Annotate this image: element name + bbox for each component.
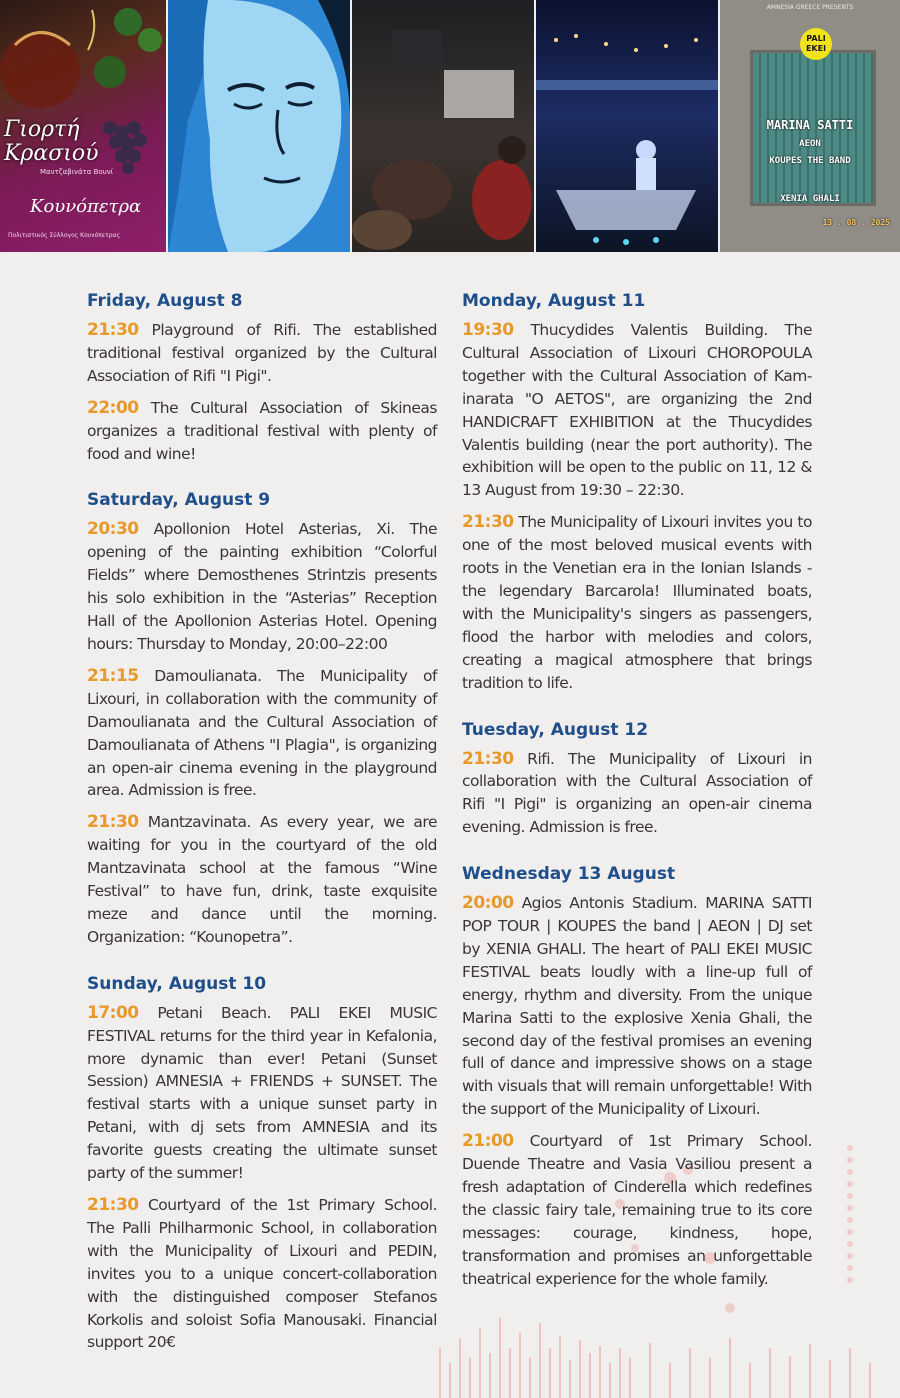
day-heading: Sunday, August 10 <box>87 973 267 994</box>
event-entry <box>87 397 437 466</box>
event-time: 20:30 <box>87 519 139 540</box>
event-description: Petani Beach. PALI EKEI MUSIC FESTIVAL returns for the third year in Kefalonia, more dynamic than ever! Petani (Sunset Session) AMNESIA + FRIENDS + SUNSET. The festival starts with a unique sunset party in Petani, with dj sets from AMNESIA and its favorite guests creating the ultimate sunset party of the summer! <box>87 1003 438 1183</box>
poster-presents-label: AMNESIA GREECE PRESENTS <box>766 4 854 11</box>
pali-ekei-logo: PALI EKEI <box>800 28 832 60</box>
event-description: Apollonion Hotel Asterias, Xi. The opening of the painting exhibition “Colorful Fields” where Demosthenes Strintzis presents his solo exhibition in the “Asterias” Reception Hall of the Apollonion Asterias Hotel. Opening hours: Thursday to Monday, 20:00–22:00 <box>87 520 437 653</box>
event-entry <box>462 511 812 694</box>
section-spacer <box>87 474 437 488</box>
event-time: 19:30 <box>462 320 514 340</box>
event-description: Agios Antonis Stadium. MARINA SATTI POP TOUR | KOUPES the band | AEON | DJ set by XENIA GHALI. The heart of PALI EKEI MUSIC FESTIVAL beats loudly with a line-up full of energy, rhythm and diversity. From the unique Marina Satti to the explosive Xenia Ghali, the second day of the festival promises an evening full of dance and impressive shows on a stage with visuals that will remain unforgettable! With the support of the Municipality of Lixouri. <box>462 894 812 1119</box>
wine-title-line1: Γιορτή <box>4 117 80 142</box>
event-time: 21:30 <box>462 748 514 769</box>
illuminated-boats-photo <box>536 0 718 252</box>
wine-festival-poster-image <box>0 0 166 252</box>
event-time: 21:30 <box>87 1195 139 1215</box>
event-time: 21:30 <box>87 320 139 340</box>
event-description: Damoulianata. The Municipality of Lixouri, in collaboration with the community of Damoulianata and the Cultural Association of Damoulianata of Athens "I Plagia", is organizing an open-air cinema evening in the playground area. Admission is free. <box>87 666 437 800</box>
event-description: Playground of Rifi. The established traditional festival organized by the Cultural Association of Rifi "I Pigi". <box>87 321 437 385</box>
poster-artist-1: MARINA SATTI <box>766 118 854 132</box>
day-heading: Wednesday 13 August <box>462 864 676 885</box>
event-description: Rifi. The Municipality of Lixouri in collaboration with the Cultural Association of Rifi "I Pigi" is organizing an open-air cinema evening. Admission is free. <box>462 749 812 837</box>
section-spacer <box>462 848 812 862</box>
event-entry <box>462 748 812 840</box>
poster-artist-2: AEON <box>799 139 821 149</box>
event-entry <box>87 665 437 802</box>
event-description: Courtyard of 1st Primary School. Duende Theatre and Vasia Vasiliou present a fresh adaptation of Cinderella which redefines the classic fairy tale, remaining true to its core messages: courage, kindness, hope, transformation and promises an unforgettable theatrical experience for the whole family. <box>462 1132 812 1288</box>
cinema-scene <box>352 0 534 252</box>
wine-festival-title <box>4 118 99 166</box>
poster-artist-4: XENIA GHALI <box>780 194 840 204</box>
event-description: Courtyard of the 1st Primary School. The Palli Philharmonic School, in collaboration with the Municipality of Lixouri and PEDIN, invites you to a unique concert-collaboration with the distinguished composer Stefanos Korkolis and soloist Sofia Manousaki. Financial support 20€ <box>87 1196 437 1352</box>
event-entry <box>87 1002 437 1185</box>
event-time: 22:00 <box>87 397 139 418</box>
event-entry <box>87 811 437 948</box>
face-illustration <box>168 0 350 252</box>
schedule-left-column <box>87 289 437 1363</box>
wine-festival-organizer: Πολιτιστικός Σύλλογος Κουνόπετρας <box>8 232 121 239</box>
schedule-right-column <box>462 289 812 1300</box>
barcarola-scene <box>536 0 718 252</box>
outdoor-cinema-photo <box>352 0 534 252</box>
event-time: 21:30 <box>462 512 514 533</box>
event-entry <box>87 319 437 388</box>
section-spacer <box>462 704 812 718</box>
day-heading: Saturday, August 9 <box>87 490 271 511</box>
photo-strip <box>0 0 900 252</box>
event-description: The Cultural Association of Skineas organizes a traditional festival with plenty of food and wine! <box>87 398 437 463</box>
event-entry <box>87 1194 437 1354</box>
poster-date: 13 . 08 . 2025 <box>822 218 890 227</box>
event-entry <box>462 892 812 1121</box>
wine-festival-subtitle: Μαντζαβινάτα Βουνί <box>40 168 114 176</box>
event-entry <box>87 518 437 655</box>
event-description: Mantzavinata. As every year, we are waiting for you in the courtyard of the old Mantzavinata school at the famous “Wine Festival” to have fun, drink, taste exquisite meze and dance until the morning. Organization: “Kounopetra”. <box>87 813 437 946</box>
event-time: 21:00 <box>462 1131 514 1152</box>
event-description: Thucydides Valentis Building. The Cultural Association of Lixouri CHOROPOULA together with the Cultural Association of Kam-inarata "O AETOS", are organizing the 2nd HANDICRAFT EXHIBITION at the Thucydides Valentis building (near the port authority). The exhibition will be open to the public on 11, 12 & 13 August from 19:30 – 22:30. <box>462 321 812 500</box>
event-entry <box>462 1130 812 1290</box>
event-time: 21:30 <box>87 812 139 833</box>
day-heading: Tuesday, August 12 <box>462 719 649 740</box>
event-time: 17:00 <box>87 1002 139 1023</box>
day-heading: Friday, August 8 <box>87 291 243 311</box>
event-entry <box>462 319 812 502</box>
event-time: 20:00 <box>462 893 514 914</box>
wine-title-line2: Κρασιού <box>4 141 99 166</box>
day-heading: Monday, August 11 <box>462 291 646 311</box>
pali-ekei-festival-poster <box>720 0 900 252</box>
blue-face-artwork-image <box>168 0 350 252</box>
event-description: The Municipality of Lixouri invites you to one of the most beloved musical events with roots in the Venetian era in the Ionian Islands - the legendary Barcarola! Illuminated boats, with the Municipality's singers as passengers, flood the harbor with melodies and colors, creating a magical atmosphere that brings tradition to life. <box>462 513 812 692</box>
poster-artist-3: KOUPES THE BAND <box>769 156 851 166</box>
event-time: 21:15 <box>87 665 139 686</box>
wine-festival-brand: Κουνόπετρα <box>30 196 142 217</box>
section-spacer <box>87 958 437 972</box>
